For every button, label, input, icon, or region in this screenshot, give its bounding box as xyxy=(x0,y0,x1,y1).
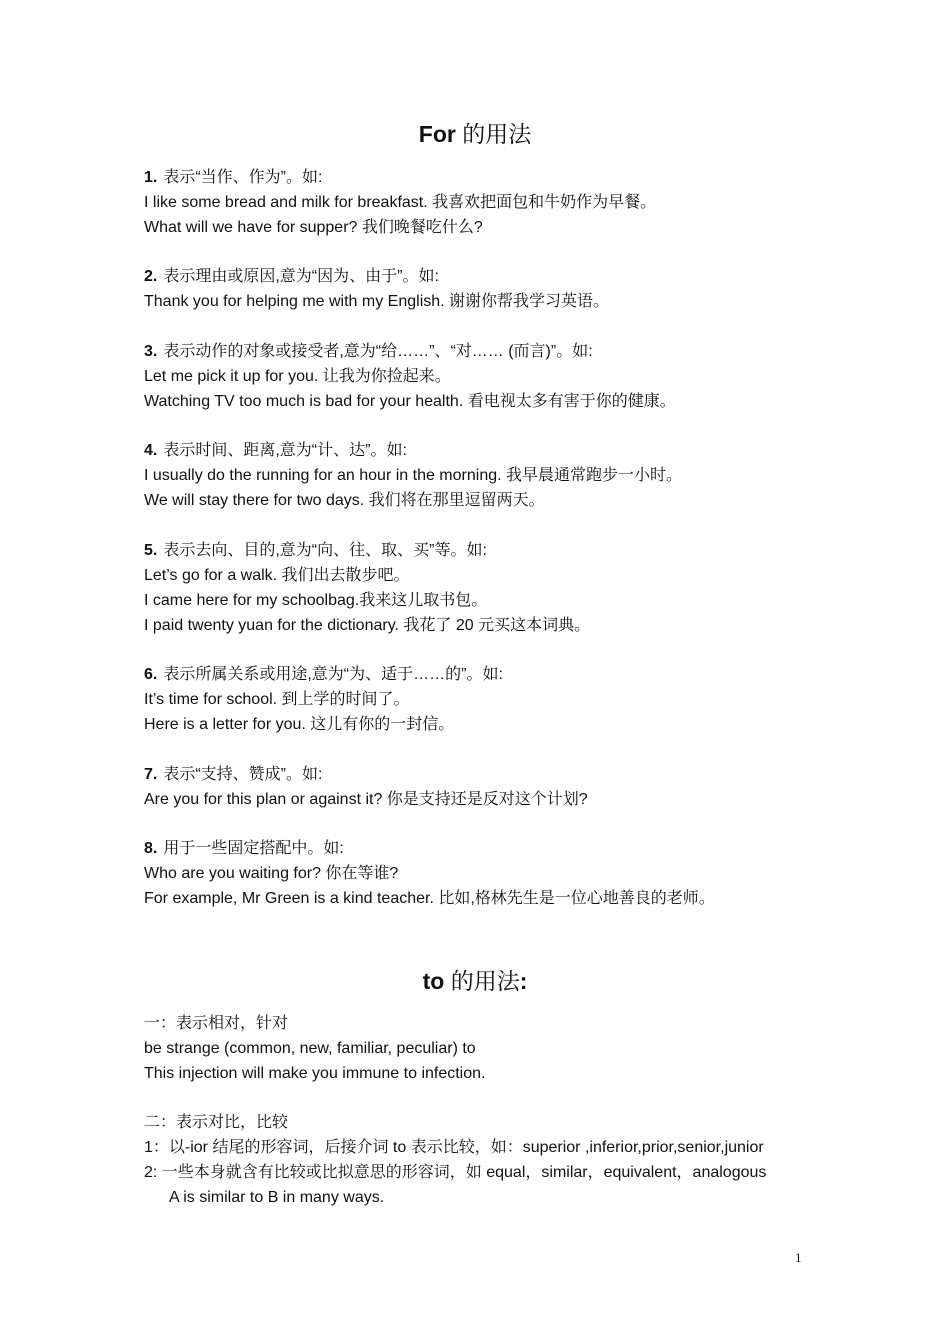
page-number: 1 xyxy=(795,1250,802,1265)
for-item-2-heading xyxy=(144,266,439,288)
to-section-title xyxy=(0,966,950,997)
for-item-6-heading xyxy=(144,664,503,686)
item-number: 8. xyxy=(144,840,158,857)
to-part1-line-1: be strange (common, new, familiar, peculiar) to xyxy=(144,1040,476,1057)
item-number: 3. xyxy=(144,343,158,360)
to-part2-heading: 二：表示对比，比较 xyxy=(144,1114,289,1131)
for-item-3-example-1: Let me pick it up for you. 让我为你捡起来。 xyxy=(144,368,451,385)
item-number: 6. xyxy=(144,666,158,683)
for-item-8-example-2: For example, Mr Green is a kind teacher. 比如,格林先生是一位心地善良的老师。 xyxy=(144,890,715,907)
item-number: 1. xyxy=(144,169,158,186)
for-item-4-example-1: I usually do the running for an hour in the morning. 我早晨通常跑步一小时。 xyxy=(144,467,683,484)
to-title-colon: : xyxy=(519,968,528,994)
item-heading-text: 表示“支持、赞成”。如: xyxy=(163,766,323,783)
item-heading-text: 表示时间、距离,意为“计、达”。如: xyxy=(163,442,407,459)
for-section-title xyxy=(0,119,950,150)
for-item-7-example-1: Are you for this plan or against it? 你是支持还是反对这个计划? xyxy=(144,791,588,808)
item-number: 2. xyxy=(144,268,158,285)
item-number: 5. xyxy=(144,542,158,559)
to-title-cn: 的用法 xyxy=(450,969,520,995)
for-title-cn: 的用法 xyxy=(462,122,532,148)
for-title-word: For xyxy=(418,121,456,147)
item-heading-text: 表示“当作、作为”。如: xyxy=(163,169,323,186)
to-part2-example: A is similar to B in many ways. xyxy=(169,1189,385,1206)
for-item-7-heading xyxy=(144,764,322,786)
for-item-8-example-1: Who are you waiting for? 你在等谁? xyxy=(144,865,399,882)
for-item-5-example-3: I paid twenty yuan for the dictionary. 我花了 20 元买这本词典。 xyxy=(144,617,591,634)
for-item-4-example-2: We will stay there for two days. 我们将在那里逗留两天。 xyxy=(144,492,545,509)
item-heading-text: 表示去向、目的,意为“向、往、取、买”等。如: xyxy=(163,542,487,559)
for-item-1-example-1: I like some bread and milk for breakfast. 我喜欢把面包和牛奶作为早餐。 xyxy=(144,194,657,211)
for-item-5-example-1: Let’s go for a walk. 我们出去散步吧。 xyxy=(144,567,410,584)
for-item-3-heading xyxy=(144,341,593,363)
to-part1-line-2: This injection will make you immune to infection. xyxy=(144,1065,486,1082)
for-item-8-heading xyxy=(144,838,344,860)
item-heading-text: 表示理由或原因,意为“因为、由于”。如: xyxy=(163,268,439,285)
for-item-2-example-1: Thank you for helping me with my English. 谢谢你帮我学习英语。 xyxy=(144,293,610,310)
item-heading-text: 用于一些固定搭配中。如: xyxy=(163,840,344,857)
for-item-5-heading xyxy=(144,540,487,562)
for-item-4-heading xyxy=(144,440,407,462)
item-number: 4. xyxy=(144,442,158,459)
to-part2-line-1: 1：以-ior 结尾的形容词，后接介词 to 表示比较，如：superior ,inferior,prior,senior,junior xyxy=(144,1139,764,1156)
item-number: 7. xyxy=(144,766,158,783)
item-heading-text: 表示所属关系或用途,意为“为、适于……的”。如: xyxy=(163,666,503,683)
for-item-5-example-2: I came here for my schoolbag.我来这儿取书包。 xyxy=(144,592,488,609)
to-part2-line-2: 2: 一些本身就含有比较或比拟意思的形容词，如 equal，similar，equivalent，analogous xyxy=(144,1164,767,1181)
for-item-6-example-1: It’s time for school. 到上学的时间了。 xyxy=(144,691,410,708)
for-item-3-example-2: Watching TV too much is bad for your health. 看电视太多有害于你的健康。 xyxy=(144,393,676,410)
to-part1-heading: 一：表示相对，针对 xyxy=(144,1015,289,1032)
for-item-1-heading xyxy=(144,167,322,189)
to-title-word: to xyxy=(422,968,445,994)
for-item-6-example-2: Here is a letter for you. 这儿有你的一封信。 xyxy=(144,716,455,733)
for-item-1-example-2: What will we have for supper? 我们晚餐吃什么? xyxy=(144,219,483,236)
item-heading-text: 表示动作的对象或接受者,意为“给……”、“对…… (而言)”。如: xyxy=(163,343,593,360)
